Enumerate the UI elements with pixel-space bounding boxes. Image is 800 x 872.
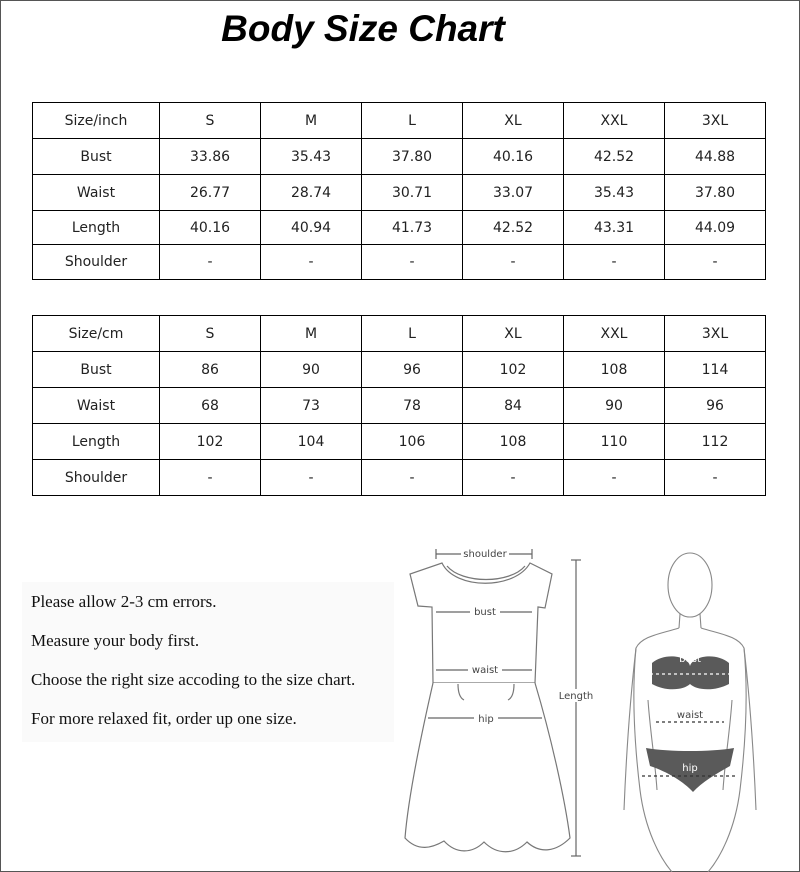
table-cell: -: [564, 460, 665, 496]
table-cell: 42.52: [463, 211, 564, 245]
table-cell: 96: [362, 352, 463, 388]
dress-bust-label: bust: [474, 607, 496, 618]
table-cell: 35.43: [564, 175, 665, 211]
table-cell: 102: [463, 352, 564, 388]
table-cell: -: [665, 245, 766, 280]
row-label: Shoulder: [33, 245, 160, 280]
table-cell: 28.74: [261, 175, 362, 211]
body-bust-label: bust: [679, 654, 701, 665]
page-title: Body Size Chart: [221, 8, 505, 49]
table-cell: -: [463, 245, 564, 280]
header-cell: L: [362, 316, 463, 352]
table-cell: 78: [362, 388, 463, 424]
header-cell: 3XL: [665, 103, 766, 139]
header-cell: L: [362, 103, 463, 139]
table-cell: -: [362, 460, 463, 496]
row-label: Waist: [33, 388, 160, 424]
table-cell: 96: [665, 388, 766, 424]
header-cell: 3XL: [665, 316, 766, 352]
table-cell: -: [261, 245, 362, 280]
row-label: Length: [33, 424, 160, 460]
table-cell: 33.07: [463, 175, 564, 211]
table-cell: 102: [160, 424, 261, 460]
table-cell: 44.09: [665, 211, 766, 245]
tip-text: Measure your body first.: [31, 631, 200, 650]
table-cell: 108: [564, 352, 665, 388]
table-cell: 73: [261, 388, 362, 424]
table-cell: -: [362, 245, 463, 280]
table-cell: 110: [564, 424, 665, 460]
table-cell: 43.31: [564, 211, 665, 245]
table-cell: 40.94: [261, 211, 362, 245]
body-hip-label: hip: [682, 763, 698, 774]
row-label: Bust: [33, 139, 160, 175]
table-cell: 108: [463, 424, 564, 460]
table-cell: 33.86: [160, 139, 261, 175]
table-cell: 114: [665, 352, 766, 388]
table-cell: 35.43: [261, 139, 362, 175]
table-cell: 44.88: [665, 139, 766, 175]
tip-text: Choose the right size accoding to the size chart.: [31, 670, 356, 689]
table-cell: 40.16: [160, 211, 261, 245]
header-cell: S: [160, 316, 261, 352]
table-cell: 112: [665, 424, 766, 460]
header-cell: XXL: [564, 103, 665, 139]
table-cell: 40.16: [463, 139, 564, 175]
table-cell: 30.71: [362, 175, 463, 211]
table-cell: 104: [261, 424, 362, 460]
header-cell: S: [160, 103, 261, 139]
table-cell: 37.80: [362, 139, 463, 175]
row-label: Waist: [33, 175, 160, 211]
header-cell: Size/cm: [33, 316, 160, 352]
table-cell: 86: [160, 352, 261, 388]
table-cell: 90: [564, 388, 665, 424]
table-cell: 42.52: [564, 139, 665, 175]
table-cell: 106: [362, 424, 463, 460]
table-cell: -: [665, 460, 766, 496]
dress-diagram: [405, 549, 581, 856]
header-cell: M: [261, 316, 362, 352]
table-cell: -: [261, 460, 362, 496]
header-cell: XL: [463, 316, 564, 352]
table-cell: 90: [261, 352, 362, 388]
header-cell: XXL: [564, 316, 665, 352]
table-cell: -: [160, 245, 261, 280]
row-label: Length: [33, 211, 160, 245]
table-cell: -: [160, 460, 261, 496]
table-cell: 84: [463, 388, 564, 424]
table-cell: -: [463, 460, 564, 496]
dress-shoulder-label: shoulder: [463, 549, 507, 560]
table-cell: 68: [160, 388, 261, 424]
tip-text: Please allow 2-3 cm errors.: [31, 592, 217, 611]
tip-text: For more relaxed fit, order up one size.: [31, 709, 297, 728]
table-cell: -: [564, 245, 665, 280]
header-cell: M: [261, 103, 362, 139]
row-label: Shoulder: [33, 460, 160, 496]
row-label: Bust: [33, 352, 160, 388]
header-cell: Size/inch: [33, 103, 160, 139]
table-cell: 26.77: [160, 175, 261, 211]
table-cell: 41.73: [362, 211, 463, 245]
body-waist-label: waist: [676, 710, 704, 721]
dress-hip-label: hip: [478, 714, 494, 725]
table-cell: 37.80: [665, 175, 766, 211]
header-cell: XL: [463, 103, 564, 139]
dress-length-label: Length: [558, 691, 594, 702]
dress-waist-label: waist: [471, 665, 499, 676]
